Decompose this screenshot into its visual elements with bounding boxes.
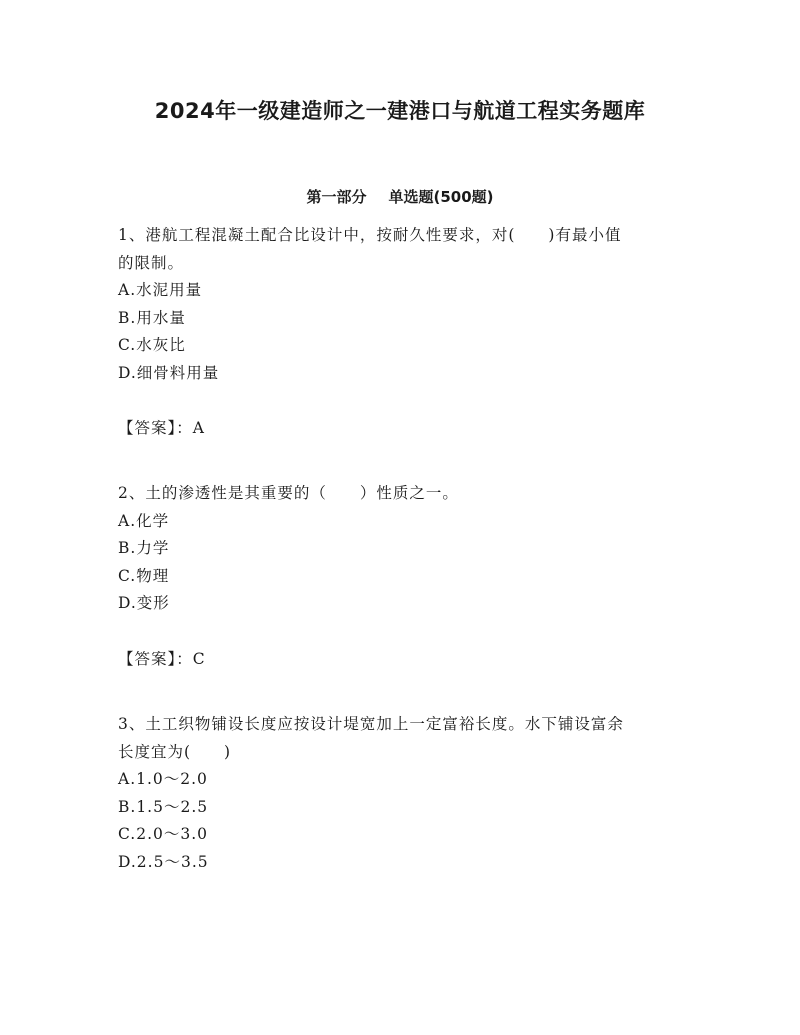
section-name: 单选题(500题) — [388, 188, 494, 206]
question-2 — [118, 480, 683, 618]
question-1-option-b: B.用水量 — [118, 308, 186, 327]
document-title: 2024年一级建造师之一建港口与航道工程实务题库 — [154, 99, 646, 123]
question-1-option-a: A.水泥用量 — [118, 281, 203, 299]
question-1-option-d: D.细骨料用量 — [118, 363, 220, 382]
question-2-stem-line1: 2、土的渗透性是其重要的（ ）性质之一。 — [118, 484, 459, 502]
question-3 — [118, 711, 683, 876]
question-1-stem-line2: 的限制。 — [118, 253, 185, 272]
question-3-stem-line2: 长度宜为( ) — [118, 742, 232, 761]
question-3-option-d: D.2.5～3.5 — [118, 852, 209, 871]
question-2-option-b: B.力学 — [118, 539, 170, 557]
question-1 — [118, 222, 683, 387]
question-2-answer: 【答案】：C — [118, 650, 206, 668]
question-2-option-c: C.物理 — [118, 566, 170, 585]
question-3-stem-line1: 3、土工织物铺设长度应按设计堤宽加上一定富裕长度。水下铺设富余 — [118, 715, 624, 733]
question-3-option-c: C.2.0～3.0 — [118, 825, 209, 843]
question-2-option-d: D.变形 — [118, 594, 170, 612]
question-3-option-b: B.1.5～2.5 — [118, 797, 209, 816]
section-part: 第一部分 — [306, 188, 367, 206]
question-3-option-a: A.1.0～2.0 — [118, 770, 208, 788]
question-1-stem-line1: 1、港航工程混凝土配合比设计中，按耐久性要求，对( )有最小值 — [118, 226, 622, 244]
question-2-option-a: A.化学 — [118, 511, 170, 530]
question-1-answer: 【答案】：A — [118, 419, 205, 437]
question-1-option-c: C.水灰比 — [118, 336, 186, 354]
section-heading — [0, 186, 800, 207]
